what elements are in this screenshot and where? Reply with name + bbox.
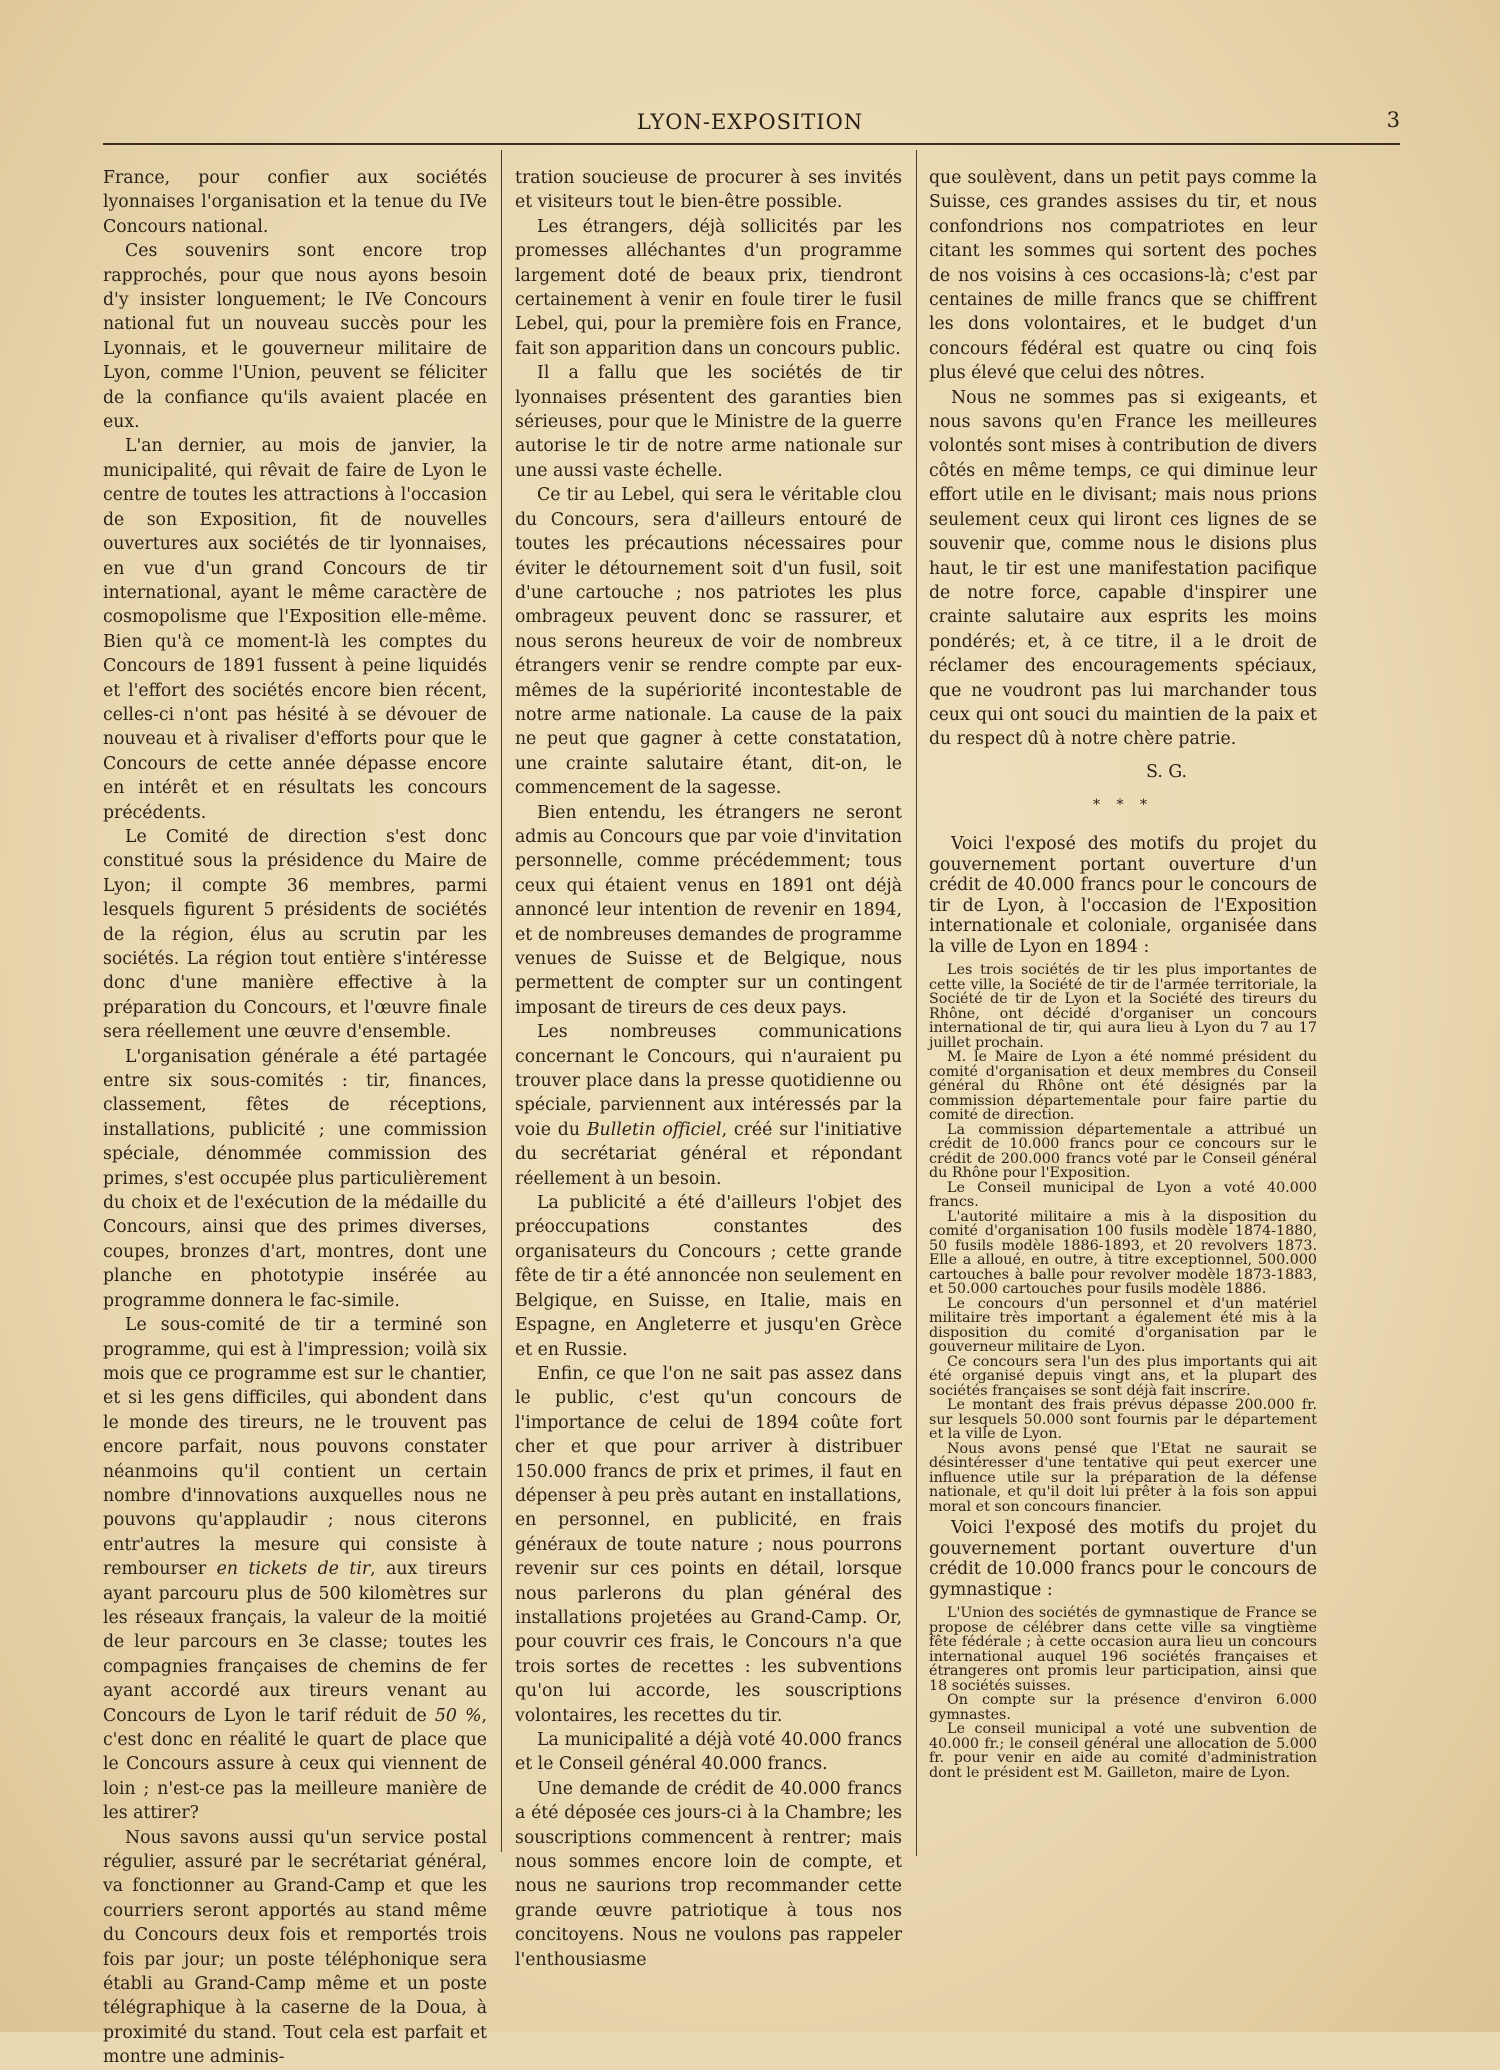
column-2	[515, 166, 902, 1972]
paragraph	[103, 1313, 487, 1826]
paragraph: que soulèvent, dans un petit pays comme la Suisse, ces grandes assises du tir, et nous confondrions nos compatriotes en leur citant les sommes qui sortent des poches de nos voisins à ces occasions-là; c'est par centaines de mille francs que se chiffrent les dons volontaires, et le budget d'un concours fédéral est quatre ou cinq fois plus élevé que celui des nôtres.	[929, 168, 1317, 384]
paragraph: Le Comité de direction s'est donc constitué sous la présidence du Maire de Lyon; il compte 36 membres, parmi lesquels figurent 5 présidents de sociétés de la région, élus au scrutin par les sociétés. La région tout entière s'intéresse donc d'une manière effective à la préparation du Concours, et l'œuvre finale sera réellement une œuvre d'ensemble.	[103, 826, 487, 1043]
page-header	[100, 104, 1400, 144]
paragraph	[515, 1020, 902, 1191]
column-1	[103, 166, 487, 2070]
paragraph: Ces souvenirs sont encore trop rapprochés, pour que nous ayons besoin d'y insister longuement; le IVe Concours national fut un nouveau succès pour les Lyonnais, et le gouverneur militaire de Lyon, comme l'Union, peuvent se féliciter de la confiance qu'ils avaient placée en eux.	[103, 241, 487, 433]
paragraph: La commission départementale a attribué un crédit de 10.000 francs pour ce concours sur le crédit de 200.000 francs voté par le Conseil général du Rhône pour l'Exposition.	[929, 1121, 1317, 1182]
text-run: Le sous-comité de tir a terminé son programme, qui est à l'impression; voilà six mois que ce programme est sur le chantier, et si les gens difficiles, qui abondent dans le monde des tireurs, ne le trouvent pas encore parfait, nous pouvons constater néanmoins qu'il contient un certain nombre d'innovations auxquelles nous ne pouvons qu'applaudir ; nous citerons entr'autres la mesure qui consiste à rembourser	[103, 1315, 487, 1580]
paragraph: Le concours d'un personnel et d'un matériel militaire très important a également été mis à la disposition du comité d'organisation par le gouverneur militaire de Lyon.	[929, 1295, 1317, 1356]
text-run: , aux tireurs ayant parcouru plus de 500 kilomètres sur les réseaux français, la valeur de la moitié de leur parcours en 3e classe; toutes les compagnies françaises de chemins de fer ayant accordé aux tireurs venant au Concours de Lyon le tarif réduit de	[103, 1559, 487, 1726]
paragraph: La municipalité a déjà voté 40.000 francs et le Conseil général 40.000 francs.	[515, 1730, 902, 1775]
paragraph: M. le Maire de Lyon a été nommé président du comité d'organisation et deux membres du Conseil général du Rhône ont été désignés par la commission départementale pour faire partie du comité de direction.	[929, 1049, 1317, 1124]
paragraph: On compte sur la présence d'environ 6.000 gymnastes.	[929, 1692, 1317, 1723]
text-run: , c'est donc en réalité le quart de place que le Concours assure à ceux qui viennent de loin ; n'est-ce pas la meilleure manière de les attirer?	[103, 1705, 487, 1824]
page-title: LYON-EXPOSITION	[636, 110, 864, 134]
paragraph: Nous ne sommes pas si exigeants, et nous savons qu'en France les meilleures volontés sont mises à contribution de divers côtés en même temps, ce qui diminue leur effort utile en le divisant; mais nous prions seulement ceux qui liront ces lignes de se souvenir que, comme nous le disions plus haut, le tir est une manifestation pacifique de notre force, capable d'inspirer une crainte salutaire aux esprits les moins pondérés; et, à ce titre, il a le droit de réclamer des encouragements spéciaux, que ne voudront pas lui marchander tous ceux qui ont souci du maintien de la paix et du respect dû à notre chère patrie.	[929, 387, 1317, 750]
paragraph: Le Conseil municipal de Lyon a voté 40.000 francs.	[929, 1179, 1317, 1211]
paragraph: Enfin, ce que l'on ne sait pas assez dans le public, c'est qu'un concours de l'importance de celui de 1894 coûte fort cher et que pour arriver à distribuer 150.000 francs de prix et primes, il faut en dépenser à peu près autant en installations, en personnel, en publicité, en frais généraux de toute nature ; nous pourrons revenir sur ces points en détail, lorsque nous parlerons du plan général des installations projetées au Grand-Camp. Or, pour couvrir ces frais, le Concours n'a que trois sortes de recettes : les subventions qu'on lui accorde, les souscriptions volontaires, les recettes du tir.	[515, 1363, 902, 1726]
paragraph: L'organisation générale a été partagée entre six sous-comités : tir, finances, classement, fêtes de réceptions, installations, publicité ; une commission spéciale, dénommée commission des primes, s'est occupée plus particulièrement du choix et de l'exécution de la médaille du Concours, ainsi que des primes diverses, coupes, bronzes d'art, montres, dont une planche en phototypie insérée au programme donnera le fac-simile.	[103, 1046, 487, 1311]
text-run: Les nombreuses communications concernant le Concours, qui n'auraient pu trouver place dans la presse quotidienne ou spéciale, parviennent aux intéressés par la voie du	[515, 1022, 902, 1140]
paragraph: Bien entendu, les étrangers ne seront admis au Concours que par voie d'invitation personnelle, comme précédemment; tous ceux qui étaient venus en 1891 ont déjà annoncé leur intention de revenir en 1894, et de nombreuses demandes de programme venues de Suisse et de Belgique, nous permettent de compter sur un contingent imposant de tireurs de ces deux pays.	[515, 802, 902, 1018]
italic-text: en tickets de tir	[216, 1559, 371, 1580]
header-rule	[103, 143, 1400, 145]
paragraph: Voici l'exposé des motifs du projet du gouvernement portant ouverture d'un crédit de 10.000 francs pour le concours de gymnastique :	[929, 1518, 1317, 1600]
paragraph: Ce concours sera l'un des plus importants qui ait été organisé depuis vingt ans, et la plupart des sociétés françaises se sont déjà fait inscrire.	[929, 1353, 1317, 1399]
paragraph: Une demande de crédit de 40.000 francs a été déposée ces jours-ci à la Chambre; les souscriptions commencent à rentrer; mais nous sommes encore loin de compte, et nous ne saurions trop recommander cette grande œuvre patriotique à tous nos concitoyens. Nous ne voulons pas rappeler l'enthousiasme	[515, 1778, 902, 1970]
paragraph: Nous avons pensé que l'Etat ne saurait se désintéresser d'une tentative qui peut exercer une influence utile sur la préparation de la défense nationale, et qu'il doit lui prêter à la fois son appui moral et son concours financier.	[929, 1440, 1317, 1515]
paragraph: Il a fallu que les sociétés de tir lyonnaises présentent des garanties bien sérieuses, pour que le Ministre de la guerre autorise le tir de notre arme nationale sur une aussi vaste échelle.	[515, 363, 902, 481]
paragraph: France, pour confier aux sociétés lyonnaises l'organisation et la tenue du IVe Concours national.	[103, 168, 487, 237]
quoted-text	[929, 1606, 1317, 1780]
column-divider-2	[916, 150, 917, 1856]
column-divider-1	[501, 150, 502, 1852]
paragraph: Nous savons aussi qu'un service postal régulier, assuré par le secrétariat général, va fonctionner au Grand-Camp et que les courriers seront apportés au stand même du Concours deux fois et remportés trois fois par jour; un poste téléphonique sera établi au Grand-Camp même et un poste télégraphique à la caserne de la Doua, à proximité du stand. Tout cela est parfait et montre une adminis-	[103, 1827, 487, 2068]
quoted-text	[929, 963, 1317, 1514]
paragraph: Les étrangers, déjà sollicités par les promesses alléchantes d'un programme largement doté de beaux prix, tiendront certainement à venir en foule tirer le fusil Lebel, qui, pour la première fois en France, fait son apparition dans un concours public.	[515, 216, 902, 359]
text-run: , créé sur l'initiative du secrétariat général et répondant réellement à un besoin.	[515, 1119, 903, 1189]
section-separator: * * *	[1093, 797, 1153, 814]
column-3	[929, 166, 1317, 1784]
paragraph: L'autorité militaire a mis à la disposition du comité d'organisation 100 fusils modèle 1874-1880, 50 fusils modèle 1886-1893, et 20 revolvers 1873. Elle a alloué, en outre, à titre exceptionnel, 500.000 cartouches à balle pour revolver modèle 1873-1883, et 50.000 cartouches pour fusils modèle 1886.	[929, 1208, 1317, 1298]
page-number: 3	[1386, 108, 1400, 132]
italic-text: Bulletin officiel	[586, 1119, 722, 1140]
paragraph: Les trois sociétés de tir les plus importantes de cette ville, la Société de tir de l'armée territoriale, la Société de tir de Lyon et la Société des tireurs du Rhône, ont décidé d'organiser un concours international de tir, qui aura lieu à Lyon du 7 au 17 juillet prochain.	[929, 962, 1317, 1051]
paragraph: Le conseil municipal a voté une subvention de 40.000 fr.; le conseil général une allocation de 5.000 fr. pour venir en aide au comité d'administration dont le président est M. Gailleton, maire de Lyon.	[929, 1721, 1317, 1781]
paragraph: Voici l'exposé des motifs du projet du gouvernement portant ouverture d'un crédit de 40.000 francs pour le concours de tir de Lyon, à l'occasion de l'Exposition internationale et coloniale, organisée dans la ville de Lyon en 1894 :	[929, 834, 1317, 957]
italic-text: 50 %	[434, 1705, 482, 1726]
paragraph: La publicité a été d'ailleurs l'objet des préoccupations constantes des organisateurs du Concours ; cette grande fête de tir a été annoncée non seulement en Belgique, en Suisse, en Italie, mais en Espagne, en Angleterre et jusqu'en Grèce et en Russie.	[515, 1193, 902, 1360]
paragraph: Ce tir au Lebel, qui sera le véritable clou du Concours, sera d'ailleurs entouré de toutes les précautions nécessaires pour éviter le détournement soit d'un fusil, soit d'une cartouche ; nos patriotes les plus ombrageux peuvent donc se rassurer, et nous serons heureux de voir de nombreux étrangers venir se rendre compte par eux-mêmes de la supériorité incontestable de notre arme nationale. La cause de la paix ne peut que gagner à cette constatation, une crainte salutaire étant, dit-on, le commencement de la sagesse.	[515, 485, 902, 799]
paragraph: L'an dernier, au mois de janvier, la municipalité, qui rêvait de faire de Lyon le centre de toutes les attractions à l'occasion de son Exposition, fit de nouvelles ouvertures aux sociétés de tir lyonnaises, en vue d'un grand Concours de tir international, ayant le même caractère de cosmopolisme que l'Exposition elle-même. Bien qu'à ce moment-là les comptes du Concours de 1891 fussent à peine liquidés et l'effort des sociétés encore bien récent, celles-ci n'ont pas hésité à se dévouer de nouveau et à rivaliser d'efforts pour que le Concours de cette année dépasse encore en intérêt et en résultats les concours précédents.	[103, 436, 487, 823]
paragraph: L'Union des sociétés de gymnastique de France se propose de célébrer dans cette ville sa vingtième fête fédérale ; à cette occasion aura lieu un concours international auquel 196 sociétés françaises et étrangeres ont promis leur participation, ainsi que 18 sociétés suisses.	[929, 1605, 1317, 1694]
paragraph: Le montant des frais prévus dépasse 200.000 fr. sur lesquels 50.000 sont fournis par le département et la ville de Lyon.	[929, 1397, 1317, 1443]
signature: S. G.	[1146, 761, 1187, 782]
paragraph: tration soucieuse de procurer à ses invités et visiteurs tout le bien-être possible.	[515, 168, 902, 213]
